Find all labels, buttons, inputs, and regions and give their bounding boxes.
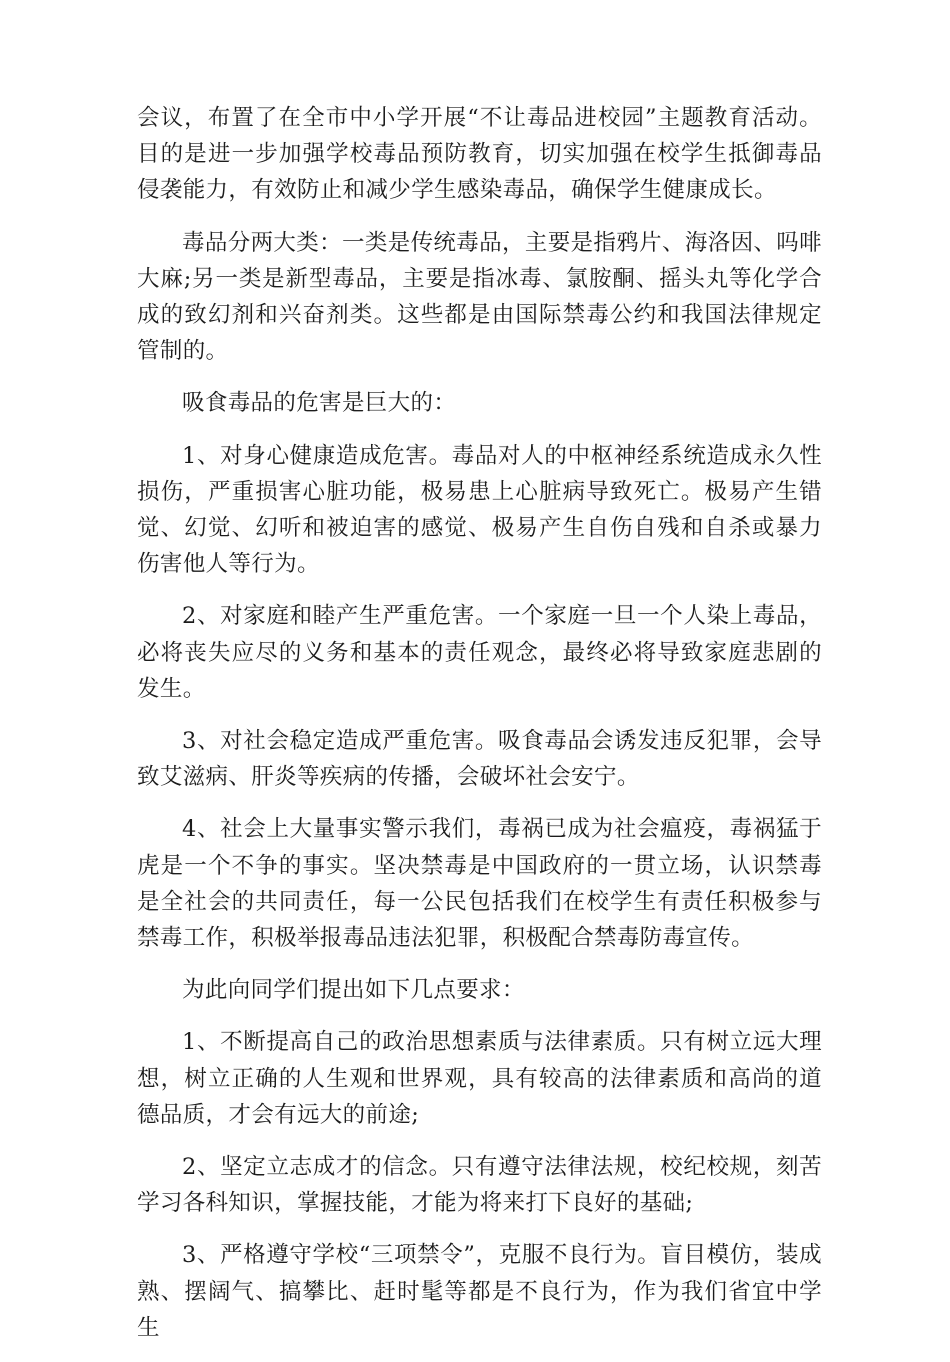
paragraph-harm-society: 3、对社会稳定造成严重危害。吸食毒品会诱发违反犯罪，会导致艾滋病、肝炎等疾病的传播，会破坏社会安宁。 xyxy=(137,728,822,791)
document-body xyxy=(137,100,822,1362)
paragraph-drug-categories: 毒品分两大类：一类是传统毒品，主要是指鸦片、海洛因、吗啡大麻;另一类是新型毒品，主要是指冰毒、氯胺酮、摇头丸等化学合成的致幻剂和兴奋剂类。这些都是由国际禁毒公约和我国法律规定管制的。 xyxy=(137,229,822,365)
paragraph-harm-facts: 4、社会上大量事实警示我们，毒祸已成为社会瘟疫，毒祸猛于虎是一个不争的事实。坚决禁毒是中国政府的一贯立场，认识禁毒是全社会的共同责任，每一公民包括我们在校学生有责任积极参与禁毒工作，积极举报毒品违法犯罪，积极配合禁毒防毒宣传。 xyxy=(137,816,822,952)
paragraph-requirements-intro: 为此向同学们提出如下几点要求： xyxy=(182,977,525,1004)
paragraph-requirement-2: 2、坚定立志成才的信念。只有遵守法律法规，校纪校规，刻苦学习各科知识，掌握技能，才能为将来打下良好的基础; xyxy=(137,1154,822,1217)
paragraph-requirement-1: 1、不断提高自己的政治思想素质与法律素质。只有树立远大理想，树立正确的人生观和世界观，具有较高的法律素质和高尚的道德品质，才会有远大的前途; xyxy=(137,1029,822,1128)
paragraph-harm-intro: 吸食毒品的危害是巨大的： xyxy=(182,390,457,417)
paragraph-harm-health: 1、对身心健康造成危害。毒品对人的中枢神经系统造成永久性损伤，严重损害心脏功能，极易患上心脏病导致死亡。极易产生错觉、幻觉、幻听和被迫害的感觉、极易产生自伤自残和自杀或暴力伤害他人等行为。 xyxy=(137,442,822,578)
paragraph-meeting-continuation: 会议，布置了在全市中小学开展“不让毒品进校园”主题教育活动。目的是进一步加强学校毒品预防教育，切实加强在校学生抵御毒品侵袭能力，有效防止和减少学生感染毒品，确保学生健康成长。 xyxy=(137,105,822,204)
paragraph-harm-family: 2、对家庭和睦产生严重危害。一个家庭一旦一个人染上毒品，必将丧失应尽的义务和基本的责任观念，最终必将导致家庭悲剧的发生。 xyxy=(137,603,822,702)
paragraph-requirement-3: 3、严格遵守学校“三项禁令”，克服不良行为。盲目模仿，装成熟、摆阔气、搞攀比、赶时髦等都是不良行为，作为我们省宜中学生 xyxy=(137,1242,822,1341)
